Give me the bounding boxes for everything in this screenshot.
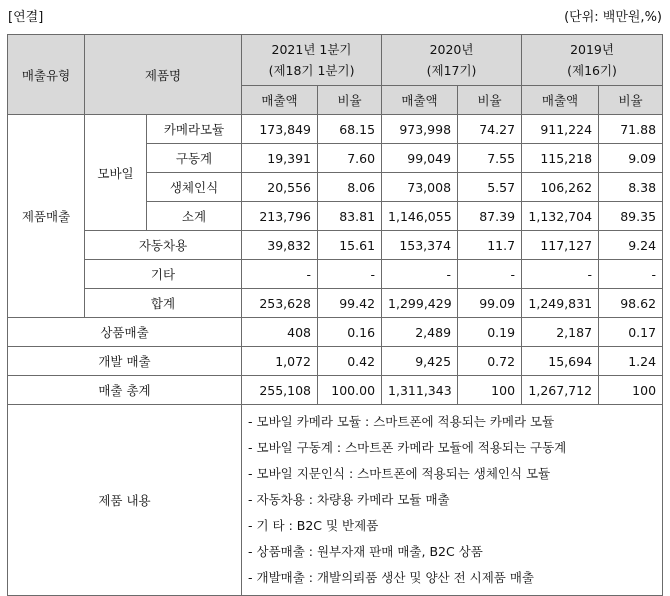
note-line: - 기 타 : B2C 및 반제품 — [248, 518, 379, 533]
cell-value: 8.38 — [599, 173, 663, 202]
cell-value: 1,267,712 — [522, 376, 599, 405]
cell-value: 74.27 — [458, 115, 522, 144]
header-sales: 매출액 — [242, 86, 318, 115]
row-label: 개발 매출 — [8, 347, 242, 376]
cell-value: 0.19 — [458, 318, 522, 347]
product-description-notes — [242, 405, 663, 596]
cell-value: 408 — [242, 318, 318, 347]
note-line: - 모바일 지문인식 : 스마트폰에 적용되는 생체인식 모듈 — [248, 466, 551, 481]
cell-value: 100 — [599, 376, 663, 405]
cell-value: 2,187 — [522, 318, 599, 347]
cell-value: 68.15 — [318, 115, 382, 144]
product-description-label: 제품 내용 — [8, 405, 242, 596]
cell-value: - — [382, 260, 458, 289]
row-label: 구동계 — [147, 144, 242, 173]
note-line: - 상품매출 : 원부자재 판매 매출, B2C 상품 — [248, 544, 483, 559]
header-ratio: 비율 — [599, 86, 663, 115]
cell-value: 9.24 — [599, 231, 663, 260]
header-ratio: 비율 — [318, 86, 382, 115]
row-label: 합계 — [85, 289, 242, 318]
cell-value: - — [522, 260, 599, 289]
table-row — [8, 376, 663, 405]
note-line: - 모바일 카메라 모듈 : 스마트폰에 적용되는 카메라 모듈 — [248, 414, 555, 429]
cell-value: 19,391 — [242, 144, 318, 173]
cell-value: 173,849 — [242, 115, 318, 144]
row-label: 생체인식 — [147, 173, 242, 202]
row-label: 기타 — [85, 260, 242, 289]
header-sales: 매출액 — [522, 86, 599, 115]
cell-value: 20,556 — [242, 173, 318, 202]
cell-value: - — [242, 260, 318, 289]
header-product-name: 제품명 — [85, 35, 242, 115]
cell-value: 0.72 — [458, 347, 522, 376]
sales-table — [7, 34, 663, 596]
cell-value: 253,628 — [242, 289, 318, 318]
note-line: - 자동차용 : 차량용 카메라 모듈 매출 — [248, 492, 450, 507]
table-row — [8, 289, 663, 318]
row-label: 상품매출 — [8, 318, 242, 347]
cell-value: 0.42 — [318, 347, 382, 376]
caption-unit: (단위: 백만원,%) — [564, 10, 662, 25]
table-row — [8, 115, 663, 144]
cell-value: 73,008 — [382, 173, 458, 202]
cell-value: 15,694 — [522, 347, 599, 376]
note-line: - 개발매출 : 개발의뢰품 생산 및 양산 전 시제품 매출 — [248, 570, 534, 585]
row-label: 자동차용 — [85, 231, 242, 260]
cell-value: 83.81 — [318, 202, 382, 231]
cell-value: 87.39 — [458, 202, 522, 231]
period-label: 2019년 — [570, 42, 614, 57]
cell-value: 213,796 — [242, 202, 318, 231]
cell-value: 0.17 — [599, 318, 663, 347]
cell-value: 1,132,704 — [522, 202, 599, 231]
row-label: 매출 총계 — [8, 376, 242, 405]
cell-value: 973,998 — [382, 115, 458, 144]
cell-value: 153,374 — [382, 231, 458, 260]
row-label: 소계 — [147, 202, 242, 231]
cell-value: 2,489 — [382, 318, 458, 347]
period-label: 2021년 1분기 — [271, 42, 352, 57]
cell-value: 99,049 — [382, 144, 458, 173]
caption-consolidated: [연결] — [8, 10, 44, 25]
cell-value: 1,299,429 — [382, 289, 458, 318]
cell-value: 911,224 — [522, 115, 599, 144]
cell-value: 9.09 — [599, 144, 663, 173]
table-row — [8, 318, 663, 347]
cell-value: 11.7 — [458, 231, 522, 260]
period-sublabel: (제16기) — [567, 63, 617, 78]
cell-value: - — [599, 260, 663, 289]
cell-value: 99.42 — [318, 289, 382, 318]
period-sublabel: (제18기 1분기) — [268, 63, 355, 78]
header-sales: 매출액 — [382, 86, 458, 115]
header-period-2021q1 — [242, 35, 382, 86]
cell-value: 9,425 — [382, 347, 458, 376]
cell-value: - — [318, 260, 382, 289]
cell-value: 7.60 — [318, 144, 382, 173]
cell-value: 15.61 — [318, 231, 382, 260]
cell-value: 117,127 — [522, 231, 599, 260]
period-label: 2020년 — [429, 42, 474, 57]
cell-value: 8.06 — [318, 173, 382, 202]
header-ratio: 비율 — [458, 86, 522, 115]
period-sublabel: (제17기) — [426, 63, 477, 78]
cell-value: 1,146,055 — [382, 202, 458, 231]
table-row — [8, 260, 663, 289]
cell-value: 1,072 — [242, 347, 318, 376]
cell-value: 5.57 — [458, 173, 522, 202]
cell-value: 1.24 — [599, 347, 663, 376]
note-line: - 모바일 구동계 : 스마트폰 카메라 모듈에 적용되는 구동계 — [248, 440, 567, 455]
header-sales-type: 매출유형 — [8, 35, 85, 115]
cell-value: 1,311,343 — [382, 376, 458, 405]
cell-value: 39,832 — [242, 231, 318, 260]
product-description-row — [8, 405, 663, 596]
cell-value: - — [458, 260, 522, 289]
cell-value: 255,108 — [242, 376, 318, 405]
group-product-sales: 제품매출 — [8, 115, 85, 318]
header-period-2020 — [382, 35, 522, 86]
cell-value: 100 — [458, 376, 522, 405]
header-period-2019 — [522, 35, 663, 86]
table-row — [8, 347, 663, 376]
cell-value: 100.00 — [318, 376, 382, 405]
cell-value: 89.35 — [599, 202, 663, 231]
cell-value: 71.88 — [599, 115, 663, 144]
cell-value: 99.09 — [458, 289, 522, 318]
cell-value: 98.62 — [599, 289, 663, 318]
row-label: 카메라모듈 — [147, 115, 242, 144]
cell-value: 0.16 — [318, 318, 382, 347]
cell-value: 1,249,831 — [522, 289, 599, 318]
cell-value: 7.55 — [458, 144, 522, 173]
table-row — [8, 231, 663, 260]
cell-value: 106,262 — [522, 173, 599, 202]
group-mobile: 모바일 — [85, 115, 147, 231]
cell-value: 115,218 — [522, 144, 599, 173]
